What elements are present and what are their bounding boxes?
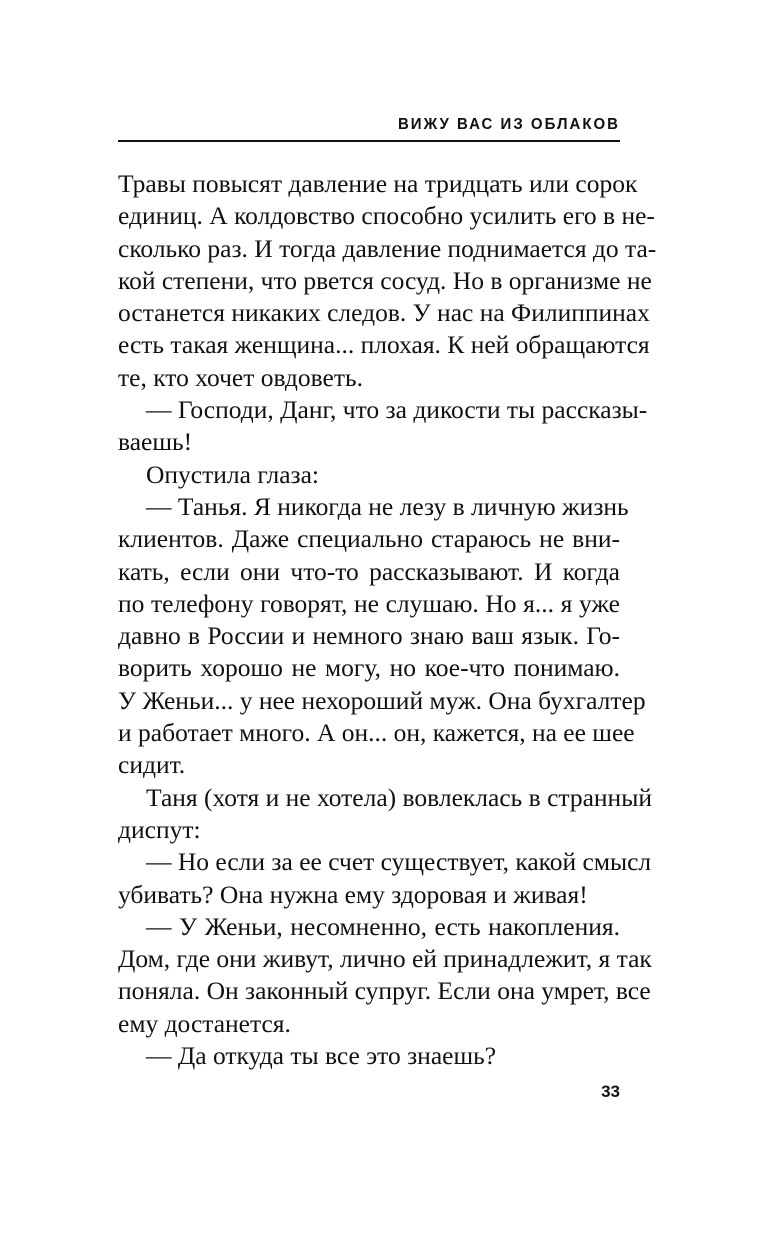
- text-line: ворить хорошо не могу, но кое-что понимаю.: [118, 653, 620, 683]
- text-line: убивать? Она нужна ему здоровая и живая!: [118, 879, 588, 909]
- body-text: [118, 168, 657, 1072]
- text-line: кой степени, что рвется сосуд. Но в организме не: [118, 265, 652, 295]
- text-line: останется никаких следов. У нас на Филиппинах: [118, 298, 650, 328]
- text-line: сидит.: [118, 750, 186, 780]
- text-line: клиентов. Даже специально стараюсь не вни-: [118, 524, 620, 554]
- header-rule: [118, 140, 620, 142]
- text-line: Травы повысят давление на тридцать или сорок: [118, 169, 638, 198]
- text-line: — Танья. Я никогда не лезу в личную жизнь: [146, 491, 629, 521]
- text-line: единиц. А колдовство способно усилить его в не-: [118, 201, 655, 231]
- text-line: — Но если за ее счет существует, какой смысл: [146, 847, 652, 877]
- page-number: 33: [601, 1082, 620, 1101]
- text-line: кать, если они что-то рассказывают. И когда: [118, 556, 620, 586]
- text-line: Таня (хотя и не хотела) вовлеклась в странный: [146, 782, 652, 812]
- text-line: давно в России и немного знаю ваш язык. Го-: [118, 621, 620, 651]
- text-line: — Господи, Данг, что за дикости ты рассказы-: [146, 395, 648, 425]
- text-line: по телефону говорят, не слушаю. Но я... я уже: [118, 588, 620, 618]
- text-line: ему достанется.: [118, 1008, 291, 1038]
- text-line: ваешь!: [118, 427, 193, 457]
- text-line: сколько раз. И тогда давление поднимается до та-: [118, 233, 657, 263]
- text-line: Опустила глаза:: [146, 459, 320, 489]
- text-line: поняла. Он законный супруг. Если она умрет, все: [118, 976, 651, 1006]
- text-line: те, кто хочет овдоветь.: [118, 362, 363, 392]
- text-line: есть такая женщина... плохая. К ней обращаются: [118, 330, 650, 360]
- text-line: — У Женьи, несомненно, есть накопления.: [146, 911, 620, 941]
- text-line: и работает много. А он... он, кажется, на ее шее: [118, 718, 635, 748]
- text-line: диспут:: [118, 814, 201, 844]
- text-line: У Женьи... у нее нехороший муж. Она бухгалтер: [118, 685, 646, 715]
- text-line: Дом, где они живут, лично ей принадлежит, я так: [118, 944, 652, 974]
- running-head: ВИЖУ ВАС ИЗ ОБЛАКОВ: [397, 115, 620, 134]
- text-line: — Да откуда ты все это знаешь?: [146, 1041, 497, 1071]
